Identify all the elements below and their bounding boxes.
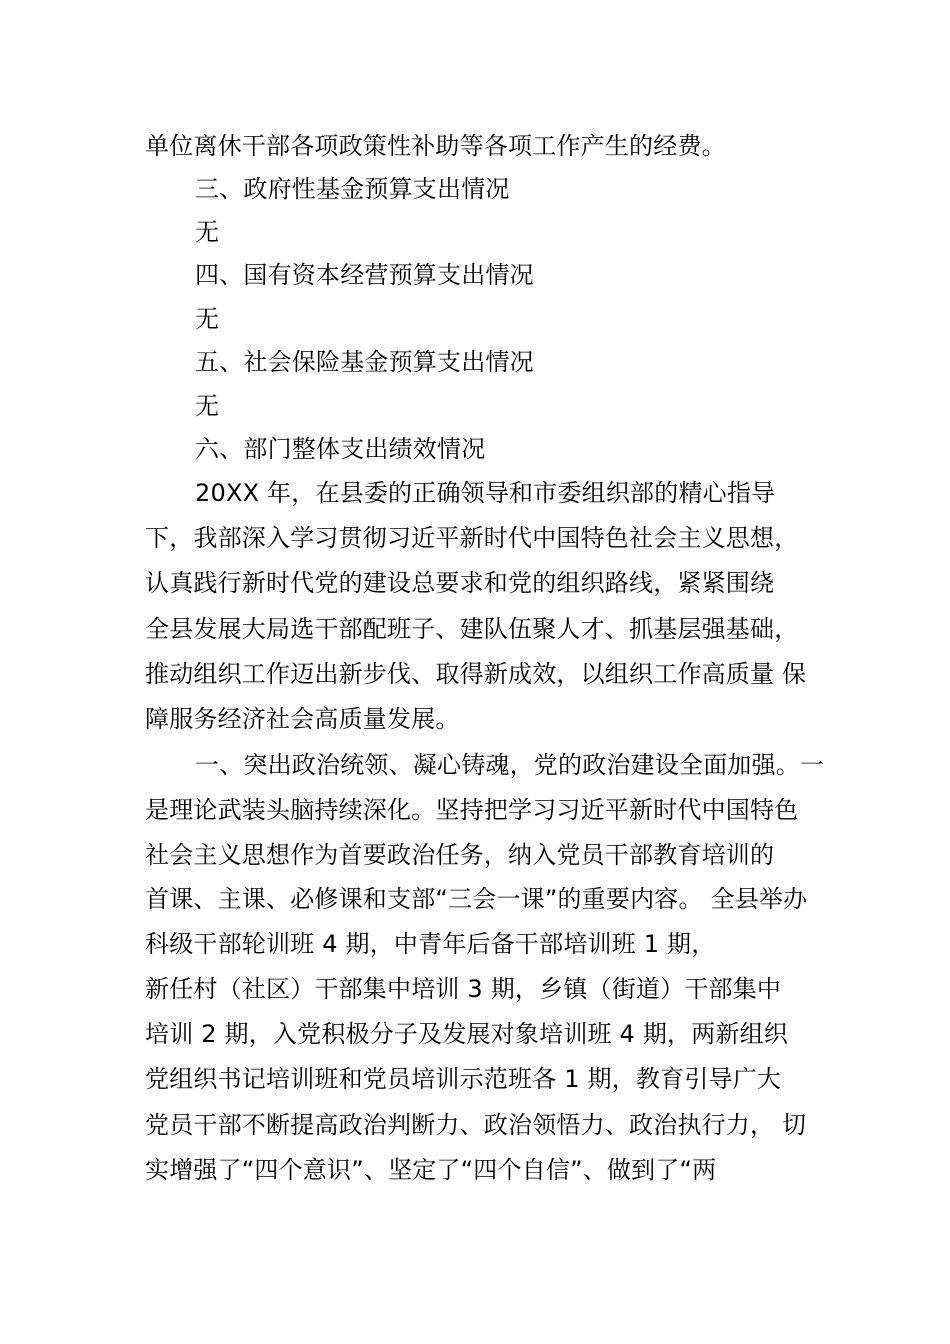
section-heading: 四、国有资本经营预算支出情况	[195, 261, 534, 289]
paragraph-line: 无	[195, 218, 220, 246]
paragraph-line: 障服务经济社会高质量发展。	[145, 705, 460, 733]
paragraph-line: 党员干部不断提高政治判断力、政治领悟力、政治执行力， 切	[145, 1111, 807, 1139]
paragraph-line: 单位离休干部各项政策性补助等各项工作产生的经费。	[145, 132, 726, 160]
section-heading: 五、社会保险基金预算支出情况	[195, 348, 534, 376]
paragraph-line: 培训 2 期，入党积极分子及发展对象培训班 4 期，两新组织	[145, 1020, 789, 1048]
paragraph-line: 一、突出政治统领、凝心铸魂，党的政治建设全面加强。一	[195, 751, 825, 779]
paragraph-line: 社会主义思想作为首要政治任务，纳入党员干部教育培训的	[145, 841, 775, 869]
paragraph-line: 无	[195, 305, 220, 333]
section-heading: 三、政府性基金预算支出情况	[195, 175, 510, 203]
section-heading: 六、部门整体支出绩效情况	[195, 435, 486, 463]
paragraph-line: 20XX 年，在县委的正确领导和市委组织部的精心指导	[195, 479, 776, 507]
paragraph-line: 下，我部深入学习贯彻习近平新时代中国特色社会主义思想，	[145, 524, 799, 552]
paragraph-line: 党组织书记培训班和党员培训示范班各 1 期，教育引导广大	[145, 1065, 782, 1093]
paragraph-line: 是理论武装头脑持续深化。坚持把学习习近平新时代中国特色	[145, 796, 799, 824]
paragraph-line: 首课、主课、必修课和支部“三会一课”的重要内容。 全县举办	[145, 885, 808, 913]
paragraph-line: 推动组织工作迈出新步伐、取得新成效，以组织工作高质量 保	[145, 660, 807, 688]
paragraph-line: 全县发展大局选干部配班子、建队伍聚人才、抓基层强基础，	[145, 615, 799, 643]
paragraph-line: 认真践行新时代党的建设总要求和党的组织路线，紧紧围绕	[145, 569, 775, 597]
paragraph-line: 新任村（社区）干部集中培训 3 期，乡镇（街道）干部集中	[145, 975, 782, 1003]
paragraph-line: 实增强了“四个意识”、坚定了“四个自信”、做到了“两	[145, 1156, 717, 1184]
paragraph-line: 科级干部轮训班 4 期，中青年后备干部培训班 1 期，	[145, 930, 716, 958]
paragraph-line: 无	[195, 392, 220, 420]
